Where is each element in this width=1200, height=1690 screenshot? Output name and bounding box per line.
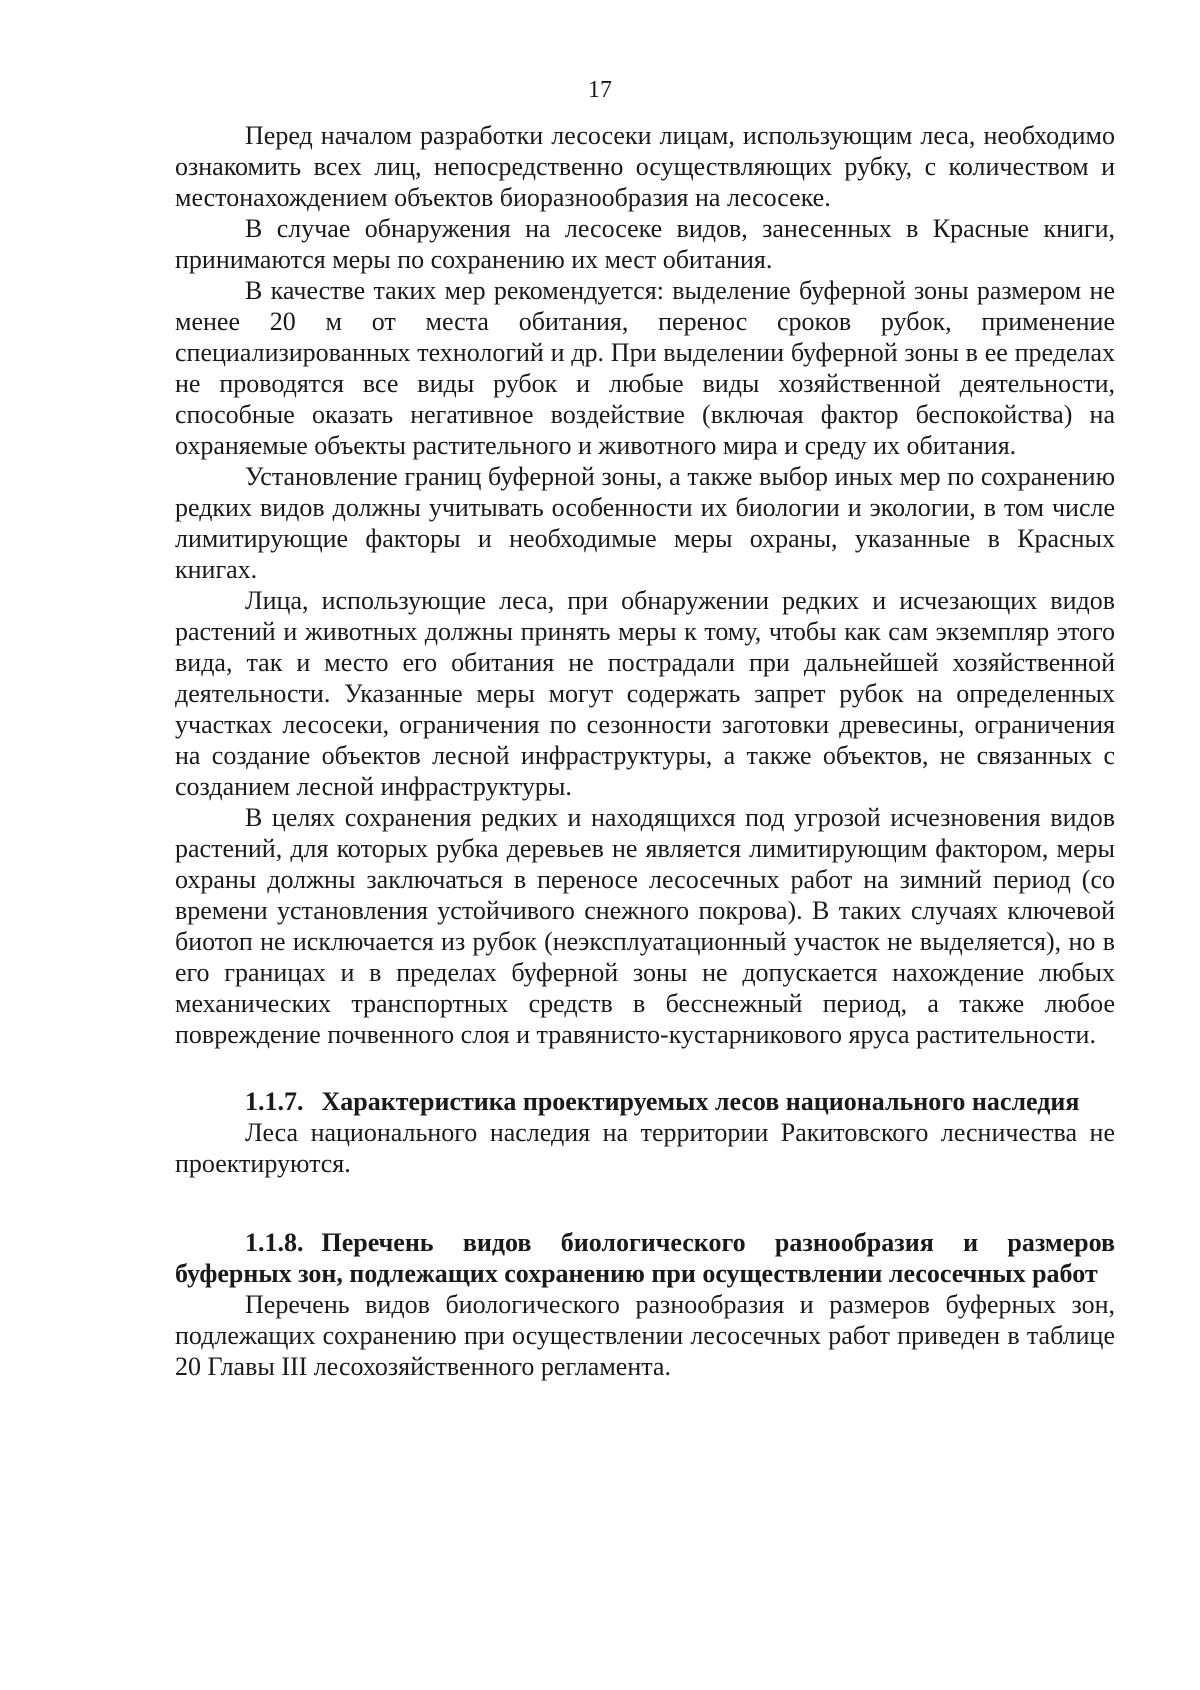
- section-body-1-1-7: Леса национального наследия на территории Ракитовского лесничества не проектируются.: [175, 1118, 1115, 1178]
- section-heading-1-1-7: [175, 1086, 1115, 1117]
- section-body-1-1-8: Перечень видов биологического разнообразия и размеров буферных зон, подлежащих сохранению при осуществлении лесосечных работ приведен в таблице 20 Главы III лесохозяйственного регламента.: [175, 1290, 1115, 1381]
- section-number: 1.1.8.: [245, 1228, 304, 1257]
- section-number: 1.1.7.: [245, 1087, 304, 1116]
- page-content: [175, 120, 1115, 1382]
- paragraph: В качестве таких мер рекомендуется: выделение буферной зоны размером не менее 20 м от места обитания, перенос сроков рубок, применение специализированных технологий и др. При выделении буферной зоны в ее пределах не проводятся все виды рубок и любые виды хозяйственной деятельности, способные оказать негативное воздействие (включая фактор беспокойства) на охраняемые объекты растительного и животного мира и среду их обитания.: [175, 276, 1115, 460]
- paragraph: Лица, использующие леса, при обнаружении редких и исчезающих видов растений и животных должны принять меры к тому, чтобы как сам экземпляр этого вида, так и место его обитания не пострадали при дальнейшей хозяйственной деятельности. Указанные меры могут содержать запрет рубок на определенных участках лесосеки, ограничения по сезонности заготовки древесины, ограничения на создание объектов лесной инфраструктуры, а также объектов, не связанных с созданием лесной инфраструктуры.: [175, 586, 1115, 801]
- paragraph: В целях сохранения редких и находящихся под угрозой исчезновения видов растений, для которых рубка деревьев не является лимитирующим фактором, меры охраны должны заключаться в переносе лесосечных работ на зимний период (со времени установления устойчивого снежного покрова). В таких случаях ключевой биотоп не исключается из рубок (неэксплуатационный участок не выделяется), но в его границах и в пределах буферной зоны не допускается нахождение любых механических транспортных средств в бесснежный период, а также любое повреждение почвенного слоя и травянисто-кустарникового яруса растительности.: [175, 803, 1115, 1049]
- paragraph: Установление границ буферной зоны, а также выбор иных мер по сохранению редких видов должны учитывать особенности их биологии и экологии, в том числе лимитирующие факторы и необходимые меры охраны, указанные в Красных книгах.: [175, 462, 1115, 584]
- section-heading-1-1-8: [175, 1227, 1115, 1289]
- page-number: 17: [588, 77, 612, 103]
- section-title: Характеристика проектируемых лесов национального наследия: [321, 1087, 1080, 1116]
- section-title: Перечень видов биологического разнообразия и размеров буферных зон, подлежащих сохранению при осуществлении лесосечных работ: [175, 1228, 1115, 1288]
- paragraph: Перед началом разработки лесосеки лицам, использующим леса, необходимо ознакомить всех лиц, непосредственно осуществляющих рубку, с количеством и местонахождением объектов биоразнообразия на лесосеке.: [175, 121, 1115, 212]
- paragraph: В случае обнаружения на лесосеке видов, занесенных в Красные книги, принимаются меры по сохранению их мест обитания.: [175, 214, 1115, 274]
